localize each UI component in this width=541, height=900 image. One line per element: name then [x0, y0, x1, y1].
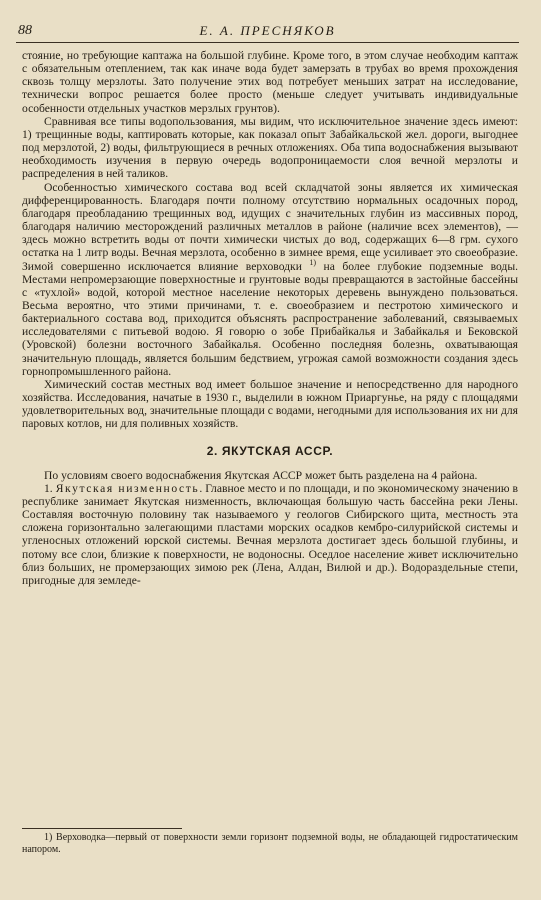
section-heading: 2. ЯКУТСКАЯ АССР.	[206, 443, 334, 458]
paragraph-continued: стояние, но требующие каптажа на большой глубине. Кроме того, в этом случае необходим каптаж с обязательным отеплением, так как иначе вода будет замерзать в трубах во время прохождения сквозь толщу мерзлоты. Зато получение этих вод потребует меньших затрат на исследование, технически вопрос решается более просто (меньше следует учитывать индивидуальные особенности отдельных участков мерзлых грунтов).	[22, 49, 518, 115]
footnote	[22, 832, 518, 856]
paragraph-regions: По условиям своего водоснабжения Якутская АССР может быть разделена на 4 района.	[44, 468, 478, 482]
footnote-text: 1) Верховодка—первый от поверхности земли горизонт подземной воды, не обладающей гидростатическим напором.	[22, 832, 518, 855]
footnote-reference: 1)	[309, 257, 317, 267]
lowland-term: Якутская низменность	[55, 481, 200, 495]
body-text	[22, 49, 518, 587]
page-number: 88	[18, 23, 32, 38]
paragraph-chemistry-text: Особенностью химического состава вод всей складчатой зоны является их химическая дифференцированность. Благодаря почти полному отсутствию нормальных осадочных пород, благодаря преобладанию трещинных вод, идущих с значительных глубин из массивных пород, благодаря наличию месторождений различных металлов в районе (наличие всех элементов), — здесь можно встретить воды от почти химически чистых до вод, содержащих 6—8 грм. сухого остатка на 1 литр воды. Вечная мерзлота, особенно в зимнее время, еще усиливает это своеобразие. Зимой совершенно исключается влияние верховодки	[22, 180, 518, 273]
running-head: Е. А. ПРЕСНЯКОВ	[199, 23, 336, 38]
paragraph-chemistry	[22, 181, 518, 378]
paragraph-water-types: Сравнивая все типы водопользования, мы видим, что исключительное значение здесь имеют: 1) трещинные воды, каптировать которые, как показал опыт Забайкальской жел. дороги, выгоднее под мерзлотой, 2) воды, фильтрующиеся в речных отложениях. Оба типа водоснабжения вызывают необходимость изучения в первую очередь водопроницаемости слоя вечной мерзлоты и распределения в ней таликов.	[22, 114, 518, 181]
paragraph-lowland	[22, 482, 518, 587]
lowland-number: 1.	[44, 481, 56, 495]
lowland-text: . Главное место и по площади, и по экономическому значению в республике занимает Якутская низменность, включающая большую часть бассейна реки Лены. Составляя восточную половину так называемого у геологов Сибирского щита, местность эта сложена горизонтально залегающими пластами морских осадков кембро-силурийской системы и угленосных отложений юрской системы. Вечная мерзлота достигает здесь большой глубины, и потому все слои, близкие к поверхности, не водоносны. Оседлое население живет исключительно близ больших, не промерзающих зимою рек (Лена, Алдан, Вилюй и др.). Водораздельные степи, пригодные для земледе-	[22, 481, 518, 587]
paragraph-economy: Химический состав местных вод имеет большое значение и непосредственно для народного хозяйства. Исследования, начатые в 1930 г., выделили в южном Приаргунье, на ряду с площадями удовлетворительных вод, значительные площади с водами, негодными для использования их ни для паровых котлов, ни для поливных хозяйств.	[22, 377, 518, 431]
footnote-rule	[22, 828, 182, 829]
paragraph-chemistry-cont: на более глубокие подземные воды. Местами непромерзающие поверхностные и грунтовые воды превращаются в застойные бассейны с «тухлой» водой, которой местное население некоторых деревень вынуждено пользоваться. Весьма вероятно, что этими причинами, т. е. своеобразием и пестротою химического и бактериального состава вод, приходится объяснять распространение заболеваний, связываемых исследователями с питьевой водою. Я говорю о зобе Прибайкалья и Забайкалья и Бековской (Уровской) болезни восточного Забайкалья. Особенно последняя болезнь, охватывающая значительную площадь, является большим бедствием, угрожая самой возможности создания здесь горнопромышленного района.	[22, 259, 519, 378]
page-header	[16, 20, 519, 43]
